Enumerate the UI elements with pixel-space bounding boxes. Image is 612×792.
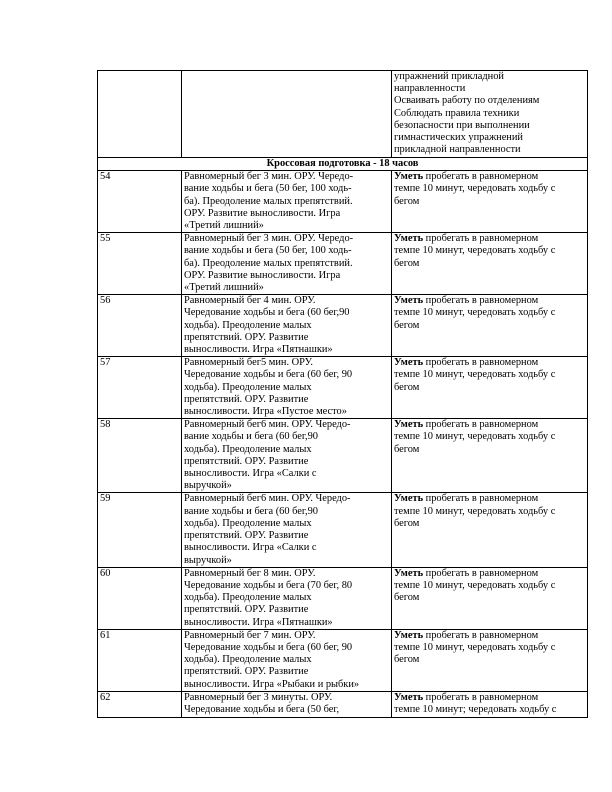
lesson-skills-line: Уметь пробегать в равномерном <box>394 357 539 369</box>
lesson-content <box>182 357 392 419</box>
lesson-content-line: Чередование ходьбы и бега (70 бег, 80 <box>184 579 353 591</box>
lesson-content <box>182 493 392 567</box>
lesson-content-line: выручкой» <box>184 480 232 492</box>
lesson-skills-line: темпе 10 минут, чередовать ходьбу с <box>394 307 556 319</box>
lesson-content-line: ба). Преодоление малых препятствий. <box>184 257 353 269</box>
lesson-content-line: ходьба). Преодоление малых <box>184 517 312 529</box>
lesson-row <box>98 233 588 295</box>
lesson-skills-line: темпе 10 минут, чередовать ходьбу с <box>394 245 556 257</box>
lesson-skills-line: темпе 10 минут, чередовать ходьбу с <box>394 369 556 381</box>
skills-line: безопасности при выполнении <box>394 119 530 131</box>
lesson-content-line: Равномерный бег6 мин. ОРУ. Чередо- <box>184 493 351 505</box>
lesson-content-line: ходьба). Преодоление малых <box>184 654 312 666</box>
lesson-content-line: ходьба). Преодоление малых <box>184 381 312 393</box>
skill-keyword: Уметь <box>394 629 424 641</box>
lesson-skills <box>392 493 588 567</box>
lesson-skills-line: бегом <box>394 654 420 666</box>
lesson-content-line: ходьба). Преодоление малых <box>184 319 312 331</box>
lesson-skills-line: темпе 10 минут, чередовать ходьбу с <box>394 641 556 653</box>
lesson-content <box>182 295 392 357</box>
lesson-number: 54 <box>98 171 182 233</box>
skills-line: гимнастических упражнений <box>394 132 523 144</box>
lesson-content-line: Равномерный бег 3 мин. ОРУ. Чередо- <box>184 233 354 245</box>
lesson-content-line: вание ходьбы и бега (60 бег,90 <box>184 431 318 443</box>
continued-row <box>98 71 588 158</box>
lesson-skills-line: Уметь пробегать в равномерном <box>394 691 539 703</box>
skills-line: Осваивать работу по отделениям <box>394 95 540 107</box>
lesson-content-line: выносливости. Игра «Салки с <box>184 542 317 554</box>
skills-line: направленности <box>394 83 466 95</box>
lesson-skills-line: бегом <box>394 319 420 331</box>
lesson-content-line: вание ходьбы и бега (50 бег, 100 ходь- <box>184 183 352 195</box>
lesson-skills-line: темпе 10 минут, чередовать ходьбу с <box>394 579 556 591</box>
lesson-content-line: препятствий. ОРУ. Развитие <box>184 455 309 467</box>
lesson-number: 56 <box>98 295 182 357</box>
lesson-skills-line: Уметь пробегать в равномерном <box>394 295 539 307</box>
skills-line: упражнений прикладной <box>394 71 504 82</box>
lesson-row <box>98 171 588 233</box>
skill-keyword: Уметь <box>394 295 424 307</box>
lesson-content-line: Равномерный бег 4 мин. ОРУ. <box>184 295 316 307</box>
lesson-number: 58 <box>98 419 182 493</box>
skill-keyword: Уметь <box>394 567 424 579</box>
lesson-number: 55 <box>98 233 182 295</box>
lesson-skills <box>392 295 588 357</box>
lesson-content-line: Чередование ходьбы и бега (50 бег, <box>184 703 340 715</box>
lesson-row <box>98 357 588 419</box>
lesson-content-line: препятствий. ОРУ. Развитие <box>184 604 309 616</box>
lesson-skills <box>392 419 588 493</box>
lesson-number: 60 <box>98 567 182 629</box>
lesson-content-line: выручкой» <box>184 554 232 566</box>
lesson-content-line: Равномерный бег 3 минуты. ОРУ. <box>184 691 333 703</box>
lesson-skills-line: Уметь пробегать в равномерном <box>394 629 539 641</box>
skill-keyword: Уметь <box>394 171 424 183</box>
lesson-row <box>98 691 588 717</box>
skill-keyword: Уметь <box>394 419 424 431</box>
lesson-content-line: вание ходьбы и бега (60 бег,90 <box>184 505 318 517</box>
lesson-content <box>182 233 392 295</box>
lesson-number: 59 <box>98 493 182 567</box>
lesson-content <box>182 419 392 493</box>
lesson-content <box>182 171 392 233</box>
lesson-plan-body <box>98 71 588 718</box>
lesson-content-line: выносливости. Игра «Пятнашки» <box>184 344 333 356</box>
lesson-skills-line: бегом <box>394 257 420 269</box>
lesson-number-cell <box>98 71 182 158</box>
lesson-content-line: ба). Преодоление малых препятствий. <box>184 195 353 207</box>
lesson-skills-line: Уметь пробегать в равномерном <box>394 493 539 505</box>
lesson-plan-table <box>97 70 588 718</box>
lesson-skills-line: темпе 10 минут, чередовать ходьбу с <box>394 431 556 443</box>
lesson-skills-line: Уметь пробегать в равномерном <box>394 233 539 245</box>
lesson-skills-line: бегом <box>394 381 420 393</box>
lesson-content-line: выносливости. Игра «Пятнашки» <box>184 616 333 628</box>
lesson-skills <box>392 357 588 419</box>
lesson-content-line: «Третий лишний» <box>184 220 264 232</box>
lesson-content-line: вание ходьбы и бега (50 бег, 100 ходь- <box>184 245 352 257</box>
lesson-content-line: «Третий лишний» <box>184 282 264 294</box>
section-header: Кроссовая подготовка - 18 часов <box>98 158 588 171</box>
lesson-row <box>98 295 588 357</box>
lesson-content-line: Равномерный бег 8 мин. ОРУ. <box>184 567 316 579</box>
lesson-skills-line: бегом <box>394 517 420 529</box>
lesson-content-line: препятствий. ОРУ. Развитие <box>184 530 309 542</box>
skill-keyword: Уметь <box>394 691 424 703</box>
lesson-content <box>182 629 392 691</box>
lesson-content-line: ОРУ. Развитие выносливости. Игра <box>184 207 341 219</box>
lesson-content-line: Равномерный бег5 мин. ОРУ. <box>184 357 313 369</box>
lesson-content-line: Чередование ходьбы и бега (60 бег, 90 <box>184 369 353 381</box>
lesson-skills <box>392 233 588 295</box>
lesson-content-line: препятствий. ОРУ. Развитие <box>184 331 309 343</box>
skill-keyword: Уметь <box>394 493 424 505</box>
skills-cell <box>392 71 588 158</box>
lesson-skills-line: Уметь пробегать в равномерном <box>394 567 539 579</box>
lesson-content-line: ходьба). Преодоление малых <box>184 443 312 455</box>
lesson-row <box>98 419 588 493</box>
skill-keyword: Уметь <box>394 233 424 245</box>
lesson-content <box>182 567 392 629</box>
lesson-skills <box>392 171 588 233</box>
skills-line: Соблюдать правила техники <box>394 107 520 119</box>
lesson-content-line: выносливости. Игра «Рыбаки и рыбки» <box>184 678 360 690</box>
lesson-content-line: Чередование ходьбы и бега (60 бег,90 <box>184 307 350 319</box>
lesson-content-line: Чередование ходьбы и бега (60 бег, 90 <box>184 641 353 653</box>
lesson-skills-line: бегом <box>394 592 420 604</box>
lesson-number: 61 <box>98 629 182 691</box>
lesson-skills <box>392 567 588 629</box>
lesson-row <box>98 567 588 629</box>
lesson-content-line: ходьба). Преодоление малых <box>184 592 312 604</box>
lesson-skills-line: Уметь пробегать в равномерном <box>394 171 539 183</box>
lesson-skills <box>392 691 588 717</box>
lesson-content-line: ОРУ. Развитие выносливости. Игра <box>184 269 341 281</box>
lesson-row <box>98 493 588 567</box>
lesson-skills-line: бегом <box>394 443 420 455</box>
lesson-skills-line: Уметь пробегать в равномерном <box>394 419 539 431</box>
lesson-content <box>182 691 392 717</box>
lesson-content-line: Равномерный бег6 мин. ОРУ. Чередо- <box>184 419 351 431</box>
lesson-content-line: Равномерный бег 3 мин. ОРУ. Чередо- <box>184 171 354 183</box>
lesson-content-line: выносливости. Игра «Салки с <box>184 468 317 480</box>
lesson-skills <box>392 629 588 691</box>
lesson-content-line: препятствий. ОРУ. Развитие <box>184 666 309 678</box>
skills-line: прикладной направленности <box>394 144 521 156</box>
lesson-number: 57 <box>98 357 182 419</box>
lesson-content-cell <box>182 71 392 158</box>
lesson-content-line: препятствий. ОРУ. Развитие <box>184 393 309 405</box>
lesson-row <box>98 629 588 691</box>
lesson-skills-line: темпе 10 минут; чередовать ходьбу с <box>394 703 557 715</box>
lesson-content-line: Равномерный бег 7 мин. ОРУ. <box>184 629 316 641</box>
lesson-content-line: выносливости. Игра «Пустое место» <box>184 406 347 418</box>
lesson-skills-line: темпе 10 минут, чередовать ходьбу с <box>394 505 556 517</box>
section-header-row <box>98 158 588 171</box>
lesson-skills-line: темпе 10 минут, чередовать ходьбу с <box>394 183 556 195</box>
skill-keyword: Уметь <box>394 357 424 369</box>
lesson-number: 62 <box>98 691 182 717</box>
lesson-skills-line: бегом <box>394 195 420 207</box>
